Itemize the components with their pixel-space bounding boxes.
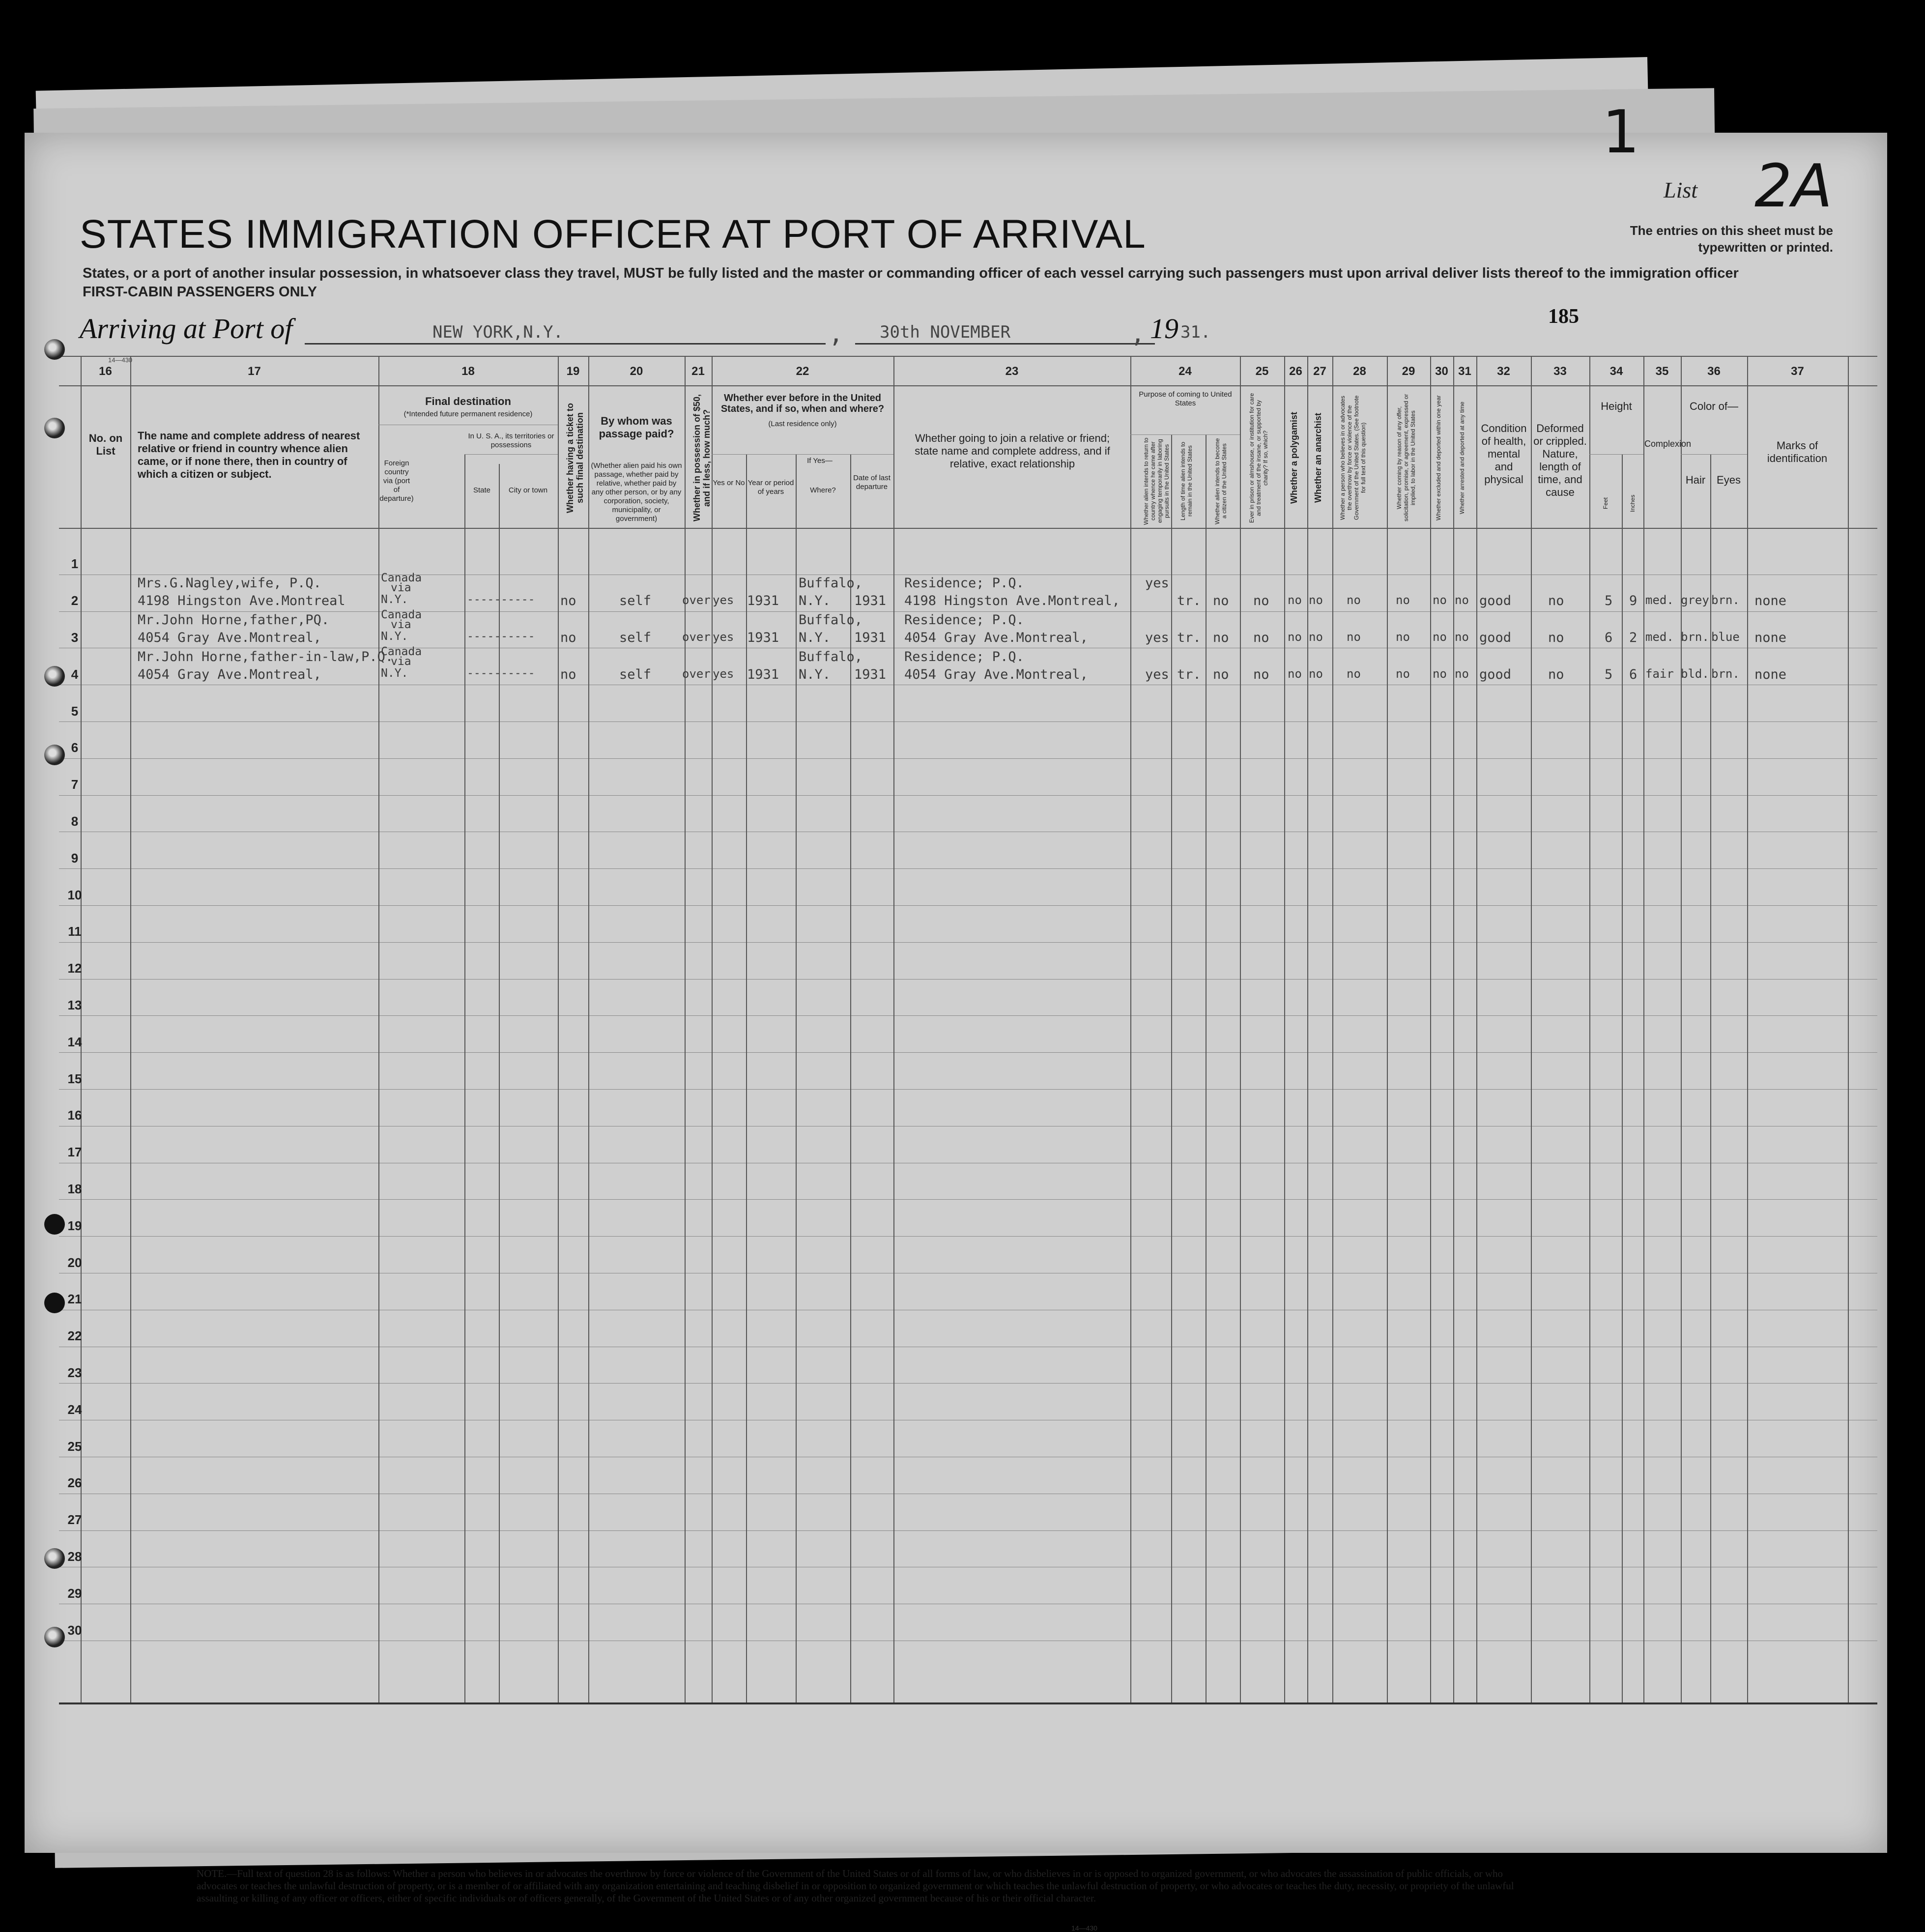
row-divider — [59, 942, 1877, 943]
arrested-value: no — [1455, 666, 1469, 681]
relative-address: 4198 Hingston Ave.Montreal — [138, 593, 345, 609]
col-line — [1430, 356, 1431, 1702]
header-height: Height — [1601, 400, 1632, 412]
length-value: tr. — [1177, 630, 1201, 645]
row-number: 6 — [71, 740, 79, 755]
row-number: 30 — [67, 1622, 82, 1638]
col-line — [1848, 356, 1849, 1702]
row-divider — [59, 795, 1877, 796]
paid-by-value: self — [619, 630, 652, 645]
row-number: 13 — [67, 998, 82, 1012]
where-city: Buffalo, — [799, 649, 863, 664]
manifest-table — [59, 356, 1877, 1707]
header-no-on-list: No. on List — [88, 432, 123, 457]
polygamist-value: no — [1288, 593, 1302, 607]
header-arrested: Whether arrested and deported at any time — [1459, 402, 1465, 514]
where-city: Buffalo, — [799, 612, 863, 628]
col-line — [712, 356, 713, 1702]
row-number: 19 — [67, 1218, 82, 1233]
col-number-26: 26 — [1289, 365, 1302, 378]
foreign-via: via — [391, 618, 411, 631]
length-value: tr. — [1177, 666, 1201, 682]
row-number: 15 — [67, 1071, 82, 1086]
col-line — [499, 464, 500, 1702]
header-final-destination-sub: (*Intended future permanent residence) — [403, 410, 533, 418]
offer-labor-value: no — [1396, 593, 1410, 607]
excluded-value: no — [1433, 666, 1447, 681]
relative-name: Mr.John Horne,father-in-law,P.Q. — [138, 649, 394, 664]
row-number: 11 — [68, 924, 82, 939]
length-value: tr. — [1177, 593, 1201, 609]
port-value: NEW YORK,N.Y. — [432, 322, 564, 342]
row-number: 27 — [67, 1512, 82, 1528]
purpose-value: yes — [1145, 666, 1169, 682]
header-purpose-citizen: Whether alien intends to become a citizen of the United States — [1214, 438, 1228, 524]
header-going-to-join: Whether going to join a relative or friend; state name and complete address, and if relative, exact relationship — [915, 432, 1110, 470]
dash-fill: ---------- — [467, 666, 535, 680]
ticket-value: no — [560, 593, 576, 609]
col-line — [796, 454, 797, 1702]
comma: , — [829, 319, 844, 348]
header-yes-no: Yes or No — [713, 479, 745, 487]
relative-name: Mrs.G.Nagley,wife, P.Q. — [138, 576, 321, 591]
col-number-21: 21 — [691, 365, 705, 378]
page-title: STATES IMMIGRATION OFFICER AT PORT OF ARRIVAL — [80, 212, 1146, 257]
col-number-27: 27 — [1313, 365, 1326, 378]
join-relation: Residence; P.Q. — [904, 612, 1024, 628]
excluded-value: no — [1433, 593, 1447, 607]
row-number: 18 — [67, 1182, 82, 1196]
row-number: 16 — [67, 1108, 82, 1123]
header-polygamist: Whether a polygamist — [1289, 411, 1299, 504]
row-number: 8 — [71, 814, 79, 829]
header-state: State — [473, 486, 491, 494]
footnote-code: 14—430 — [1071, 1924, 1097, 1932]
col-line — [1332, 356, 1333, 1702]
deformed-value: no — [1548, 666, 1564, 682]
eyes-value: brn. — [1711, 666, 1740, 681]
foreign-port: N.Y. — [381, 666, 408, 680]
height-inches: 2 — [1629, 630, 1638, 645]
header-ticket: Whether having a ticket to such final destination — [565, 403, 585, 513]
header-city: City or town — [508, 486, 548, 494]
row-divider — [59, 1236, 1877, 1237]
row-divider — [59, 1015, 1877, 1016]
row-number: 7 — [71, 777, 79, 792]
hair-value: grey — [1681, 593, 1709, 607]
date-value: 30th NOVEMBER — [880, 322, 1011, 342]
where-state: N.Y. — [799, 666, 831, 682]
hair-value: bld. — [1681, 666, 1709, 681]
arriving-label: Arriving at Port of — [80, 313, 293, 345]
polygamist-value: no — [1288, 630, 1302, 644]
header-bottom-border — [59, 528, 1877, 529]
col-line — [464, 454, 465, 1702]
col-line — [1622, 454, 1623, 1702]
cabin-class-line: FIRST-CABIN PASSENGERS ONLY — [83, 284, 317, 300]
row-number: 25 — [67, 1439, 82, 1454]
anarchist-value: no — [1309, 630, 1323, 644]
header-in-usa: In U. S. A., its territories or possessions — [468, 432, 554, 449]
header-divider — [1589, 454, 1643, 455]
col-number-16: 16 — [99, 365, 112, 378]
col-line — [1206, 434, 1207, 1702]
row-number: 20 — [67, 1255, 82, 1270]
list-label: List — [1664, 177, 1698, 202]
port-fill-line — [305, 343, 826, 345]
row-divider — [59, 1199, 1877, 1200]
row-divider — [59, 1383, 1877, 1384]
header-fifty-dollars: Whether in possession of $50, and if less, how much? — [692, 394, 712, 522]
punch-hole — [44, 666, 65, 687]
purpose-value: yes — [1145, 576, 1169, 591]
before-value: yes — [713, 630, 734, 644]
header-deformed: Deformed or crippled. Nature, length of time, and cause — [1533, 422, 1587, 498]
col-line — [1453, 356, 1454, 1702]
foreign-port: N.Y. — [381, 593, 408, 606]
col-number-30: 30 — [1435, 365, 1448, 378]
marks-value: none — [1754, 593, 1787, 609]
col-number-23: 23 — [1005, 365, 1019, 378]
overthrow-value: no — [1347, 593, 1361, 607]
purpose-value: yes — [1145, 630, 1169, 645]
foreign-country: Canada — [381, 608, 422, 621]
header-offer-labor: Whether coming by reason of any offer, solicitation, promise, or agreement, expressed or implied, to labor in the United States — [1396, 394, 1416, 522]
col-number-32: 32 — [1497, 365, 1510, 378]
row-divider — [59, 905, 1877, 906]
list-mark: 1 — [1602, 98, 1640, 167]
overthrow-value: no — [1347, 630, 1361, 644]
col-number-20: 20 — [630, 365, 643, 378]
col-line — [1681, 356, 1682, 1702]
table-top-border — [59, 356, 1877, 357]
header-purpose: Purpose of coming to United States — [1139, 390, 1232, 407]
foreign-via: via — [391, 581, 411, 595]
header-ever-before: Whether ever before in the United States, and if so, when and where? — [720, 393, 885, 414]
row-number: 1 — [71, 556, 79, 572]
row-number: 17 — [67, 1145, 82, 1160]
header-divider — [464, 454, 558, 455]
col-line — [1531, 356, 1532, 1702]
col-line — [1387, 356, 1388, 1702]
row-divider — [59, 611, 1877, 612]
entries-note: The entries on this sheet must be typewritten or printed. — [1630, 223, 1833, 255]
departure-date: 1931 — [854, 593, 887, 609]
row-divider — [59, 868, 1877, 869]
punch-hole — [44, 1214, 65, 1235]
col-line — [1307, 356, 1308, 1702]
col-number-24: 24 — [1178, 365, 1192, 378]
col-number-22: 22 — [796, 365, 809, 378]
offer-labor-value: no — [1396, 630, 1410, 644]
complexion-value: med. — [1645, 630, 1674, 644]
punch-hole — [44, 339, 65, 360]
col-number-33: 33 — [1553, 365, 1567, 378]
row-number: 23 — [67, 1365, 82, 1380]
height-inches: 6 — [1629, 666, 1638, 682]
foreign-port: N.Y. — [381, 630, 408, 643]
relative-name: Mr.John Horne,father,PQ. — [138, 612, 330, 628]
header-health: Condition of health, mental and physical — [1481, 422, 1527, 486]
header-color-of: Color of— — [1689, 400, 1739, 412]
col-number-28: 28 — [1353, 365, 1366, 378]
instructions-line: States, or a port of another insular possession, in whatsoever class they travel, MUST be fully listed and the master or commanding officer of each vessel carrying such passengers must upon arrival deliver lists thereof to the immigration officer — [83, 265, 1739, 281]
row-number: 28 — [67, 1549, 82, 1564]
row-divider — [59, 758, 1877, 759]
col-line — [130, 356, 131, 1702]
row-number: 3 — [71, 630, 79, 645]
header-passage-paid: By whom was passage paid? — [599, 415, 674, 440]
row-divider — [59, 1052, 1877, 1053]
anarchist-value: no — [1309, 593, 1323, 607]
header-date-departure: Date of last departure — [853, 474, 891, 491]
col-number-17: 17 — [248, 365, 261, 378]
anarchist-value: no — [1309, 666, 1323, 681]
complexion-value: med. — [1645, 593, 1674, 607]
column-number-divider — [59, 385, 1877, 386]
header-purpose-length: Length of time alien intends to remain in the United States — [1179, 441, 1193, 521]
header-anarchist: Whether an anarchist — [1313, 412, 1323, 503]
paid-by-value: self — [619, 666, 652, 682]
header-where: Where? — [810, 486, 836, 494]
prison-value: no — [1253, 593, 1269, 609]
header-feet: Feet — [1602, 497, 1609, 510]
deformed-value: no — [1548, 593, 1564, 609]
year-value: 1931 — [747, 630, 779, 645]
col-number-35: 35 — [1655, 365, 1669, 378]
header-foreign-country: Foreign country via (port of departure) — [379, 459, 414, 503]
foreign-country: Canada — [381, 645, 422, 658]
col-line — [1130, 356, 1131, 1702]
join-address: 4054 Gray Ave.Montreal, — [904, 666, 1088, 682]
height-feet: 5 — [1605, 666, 1613, 682]
before-value: yes — [713, 666, 734, 681]
col-line — [1284, 356, 1285, 1702]
list-value: 2A — [1754, 152, 1833, 221]
complexion-value: fair — [1645, 666, 1674, 681]
prison-value: no — [1253, 666, 1269, 682]
row-divider — [59, 979, 1877, 980]
deformed-value: no — [1548, 630, 1564, 645]
printed-number: 185 — [1548, 305, 1579, 328]
header-marks: Marks of identification — [1767, 439, 1828, 464]
col-line — [893, 356, 894, 1702]
foreign-via: via — [391, 655, 411, 668]
punch-hole — [44, 418, 65, 438]
eyes-value: blue — [1711, 630, 1740, 644]
header-overthrow: Whether a person who believes in or advocates the overthrow by force or violence of the Government of the United States. (See footnote for full text of this question) — [1339, 395, 1367, 520]
departure-date: 1931 — [854, 630, 887, 645]
health-value: good — [1479, 666, 1512, 682]
year-value: 1931 — [747, 593, 779, 609]
row-divider — [59, 1089, 1877, 1090]
row-number: 14 — [67, 1034, 82, 1049]
eyes-value: brn. — [1711, 593, 1740, 607]
height-feet: 5 — [1605, 593, 1613, 609]
col-line — [850, 454, 851, 1702]
marks-value: none — [1754, 666, 1787, 682]
row-number: 2 — [71, 593, 79, 608]
health-value: good — [1479, 630, 1512, 645]
col-number-29: 29 — [1402, 365, 1415, 378]
row-number: 12 — [67, 961, 82, 976]
col-line — [1747, 356, 1748, 1702]
punch-hole — [44, 745, 65, 765]
fifty-value: over — [682, 666, 711, 681]
header-nearest-relative: The name and complete address of nearest relative or friend in country whence alien came, or if none there, then in country of which a citizen or subject. — [138, 430, 360, 480]
citizen-value: no — [1213, 666, 1229, 682]
join-relation: Residence; P.Q. — [904, 576, 1024, 591]
join-relation: Residence; P.Q. — [904, 649, 1024, 664]
health-value: good — [1479, 593, 1512, 609]
departure-date: 1931 — [854, 666, 887, 682]
col-number-18: 18 — [461, 365, 475, 378]
punch-hole — [44, 1293, 65, 1313]
col-line — [685, 356, 686, 1702]
header-divider — [1681, 454, 1747, 455]
header-purpose-return: Whether alien intends to return to country whence he came after engaging temporarily in laboring pursuits in the United States — [1143, 437, 1170, 525]
where-city: Buffalo, — [799, 576, 863, 591]
col-line — [558, 356, 559, 1702]
header-inches: Inches — [1629, 494, 1636, 512]
row-number: 29 — [67, 1586, 82, 1601]
ticket-value: no — [560, 666, 576, 682]
header-hair: Hair — [1685, 474, 1706, 486]
arrested-value: no — [1455, 593, 1469, 607]
footnote: NOTE.—Full text of question 28 is as follows: Whether a person who believes in or advocates the overthrow by force or violence of the Government of the United States or of all forms of law, or who disbelieves in or is opposed to organized government, or who advocates the assassination of public officials, or who advocates or teaches the unlawful destruction of property, or is a member of or affiliated with any organization entertaining and teaching disbelief in or opposition to organized government or which teaches the unlawful destruction of property, or who advocates or teaches the duty, necessity, or propriety of the unlawful assaulting or killing of any officer or officers, either of specific individuals or of officers generally, of the Government of the United States or of any other organized government because of his or their official character. — [197, 1868, 1514, 1904]
row-number: 5 — [71, 703, 79, 719]
header-excluded: Whether excluded and deported within one year — [1435, 395, 1442, 520]
header-ever-before-sub: (Last residence only) — [768, 420, 837, 428]
table-bottom-border — [59, 1702, 1877, 1704]
comma: , — [1130, 319, 1146, 348]
row-number: 22 — [67, 1328, 82, 1344]
before-value: yes — [713, 593, 734, 607]
manifest-page — [25, 98, 1887, 1932]
year-prefix: 19 — [1150, 313, 1178, 345]
row-number: 10 — [67, 887, 82, 902]
date-fill-line — [855, 343, 1155, 345]
row-number: 24 — [67, 1402, 82, 1417]
where-state: N.Y. — [799, 630, 831, 645]
header-divider — [1130, 434, 1240, 435]
year-value: 1931 — [747, 666, 779, 682]
col-number-37: 37 — [1791, 365, 1804, 378]
height-feet: 6 — [1605, 630, 1613, 645]
form-code: 14—430 — [108, 356, 133, 364]
fifty-value: over — [682, 630, 711, 644]
header-year: Year or period of years — [747, 479, 794, 496]
height-inches: 9 — [1629, 593, 1638, 609]
col-number-34: 34 — [1609, 365, 1623, 378]
citizen-value: no — [1213, 630, 1229, 645]
header-passage-paid-sub: (Whether alien paid his own passage, whether paid by relative, whether paid by any other person, or by any corporation, society, municipality, or government) — [591, 461, 682, 523]
polygamist-value: no — [1288, 666, 1302, 681]
ticket-value: no — [560, 630, 576, 645]
row-divider — [59, 721, 1877, 722]
header-if-yes: If Yes— — [807, 457, 833, 465]
punch-hole — [44, 1627, 65, 1647]
paid-by-value: self — [619, 593, 652, 609]
col-line — [378, 356, 379, 1702]
excluded-value: no — [1433, 630, 1447, 644]
overthrow-value: no — [1347, 666, 1361, 681]
year-suffix: 31. — [1180, 322, 1211, 342]
header-complexion: Complexion — [1644, 439, 1692, 449]
citizen-value: no — [1213, 593, 1229, 609]
row-number: 9 — [71, 850, 79, 865]
fifty-value: over — [682, 593, 711, 607]
col-number-31: 31 — [1458, 365, 1471, 378]
col-line — [1589, 356, 1590, 1702]
relative-address: 4054 Gray Ave.Montreal, — [138, 666, 321, 682]
where-state: N.Y. — [799, 593, 831, 609]
col-number-19: 19 — [566, 365, 580, 378]
col-line — [1476, 356, 1477, 1702]
header-final-destination: Final destination — [425, 395, 511, 407]
offer-labor-value: no — [1396, 666, 1410, 681]
arrested-value: no — [1455, 630, 1469, 644]
col-line — [588, 356, 589, 1702]
row-number: 4 — [71, 666, 79, 682]
dash-fill: ---------- — [467, 593, 535, 606]
row-number: 26 — [67, 1475, 82, 1491]
header-eyes: Eyes — [1717, 474, 1741, 486]
marks-value: none — [1754, 630, 1787, 645]
header-divider — [712, 454, 893, 455]
join-address: 4198 Hingston Ave.Montreal, — [904, 593, 1120, 609]
col-line — [1643, 356, 1644, 1702]
hair-value: brn. — [1681, 630, 1709, 644]
row-divider — [59, 1530, 1877, 1531]
relative-address: 4054 Gray Ave.Montreal, — [138, 630, 321, 645]
foreign-country: Canada — [381, 572, 422, 585]
join-address: 4054 Gray Ave.Montreal, — [904, 630, 1088, 645]
prison-value: no — [1253, 630, 1269, 645]
col-line — [1240, 356, 1241, 1702]
header-prison: Ever in prison or almshouse, or institution for care and treatment of the insane, or supported by charity? If so, which? — [1248, 393, 1269, 523]
col-number-25: 25 — [1255, 365, 1269, 378]
dash-fill: ---------- — [467, 630, 535, 643]
punch-hole — [44, 1548, 65, 1569]
row-number: 21 — [67, 1292, 82, 1307]
col-line — [1171, 434, 1172, 1702]
col-number-36: 36 — [1707, 365, 1721, 378]
